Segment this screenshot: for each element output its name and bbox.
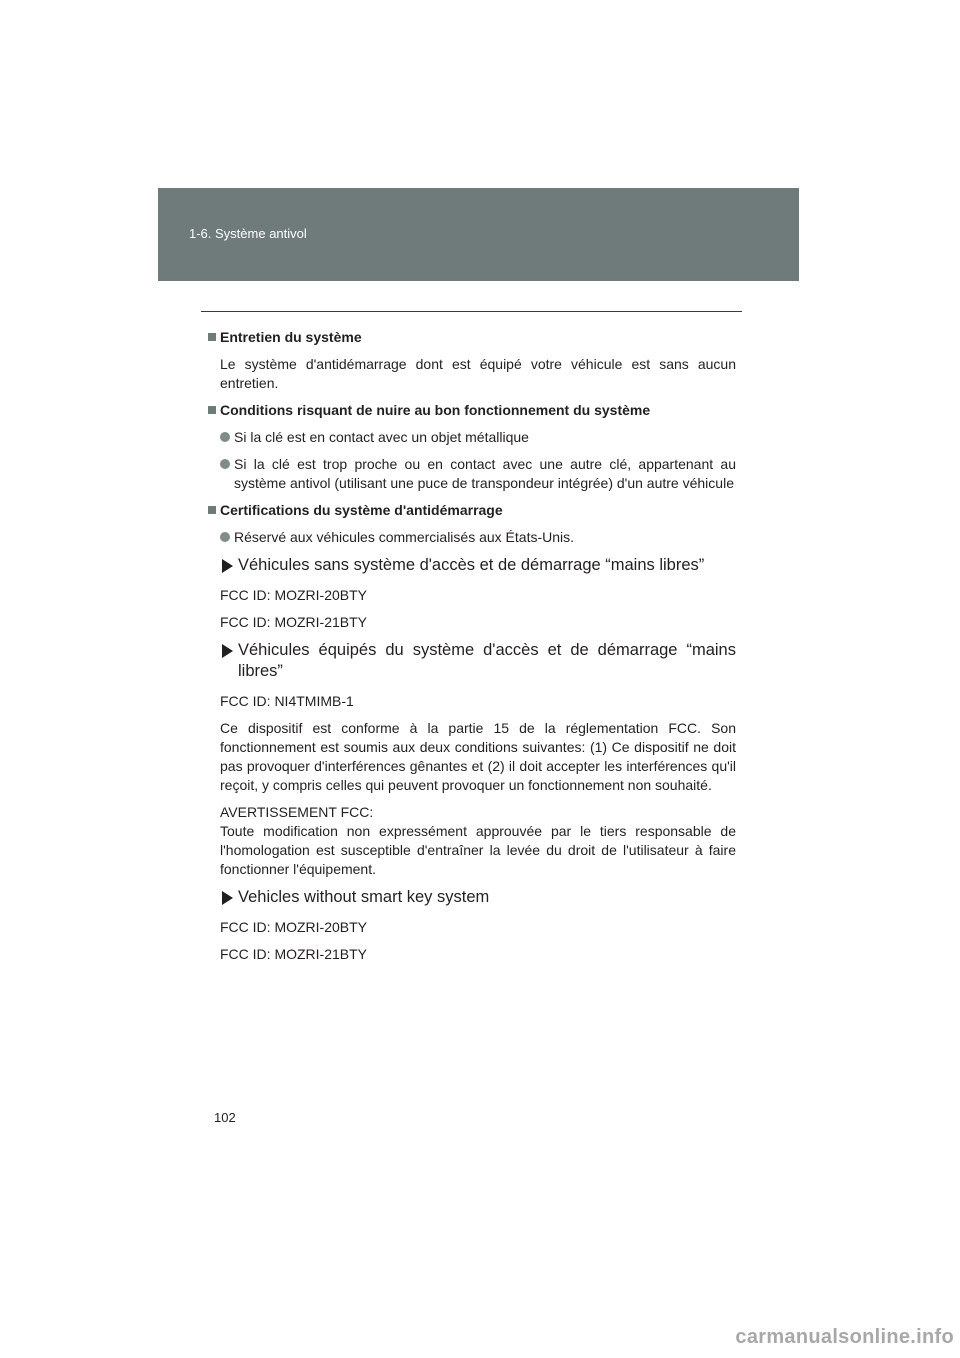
page-content <box>208 328 736 972</box>
vehicle-group-title: Véhicules équipés du système d'accès et de démarrage “mains libres” <box>220 640 736 682</box>
fcc-id: FCC ID: MOZRI-20BTY <box>220 587 368 603</box>
section-divider <box>201 311 742 312</box>
chapter-header <box>158 188 799 281</box>
circle-bullet-icon <box>220 459 230 469</box>
square-bullet-icon <box>208 406 216 414</box>
condition-bullet: Si la clé est trop proche ou en contact avec une autre clé, appartenant au système antivol (utilisant une puce de transpondeur intégrée) d'un autre véhicule <box>220 455 736 493</box>
square-bullet-icon <box>208 506 216 514</box>
chapter-title: 1-6. Système antivol <box>189 226 307 241</box>
warning-block <box>220 803 736 879</box>
section-heading-certifications: Certifications du système d'antidémarrage <box>208 501 736 520</box>
play-arrow-icon <box>222 644 233 658</box>
maintenance-text: Le système d'antidémarrage dont est équipé votre véhicule est sans aucun entretien. <box>220 356 736 391</box>
page-number: 102 <box>214 1110 236 1125</box>
vehicle-group-title: Vehicles without smart key system <box>220 887 736 908</box>
condition-bullet: Si la clé est en contact avec un objet métallique <box>220 428 736 447</box>
fcc-id: FCC ID: NI4TMIMB-1 <box>220 693 354 709</box>
fcc-id: FCC ID: MOZRI-20BTY <box>220 919 368 935</box>
play-arrow-icon <box>222 559 233 573</box>
watermark: carmanualsonline.info <box>735 1326 954 1348</box>
circle-bullet-icon <box>220 432 230 442</box>
compliance-text: Ce dispositif est conforme à la partie 15 de la réglementation FCC. Son fonctionnement est soumis aux deux conditions suivantes: (1) Ce dispositif ne doit pas provoquer d'interférences gênantes et (2) il doit accepter les interférences qu'il reçoit, y compris celles qui peuvent provoquer un fonctionnement non souhaité. <box>220 720 736 793</box>
square-bullet-icon <box>208 333 216 341</box>
certification-bullet: Réservé aux véhicules commercialisés aux États-Unis. <box>220 528 736 547</box>
fcc-id: FCC ID: MOZRI-21BTY <box>220 614 368 630</box>
fcc-id: FCC ID: MOZRI-21BTY <box>220 946 368 962</box>
section-heading-maintenance: Entretien du système <box>208 328 736 347</box>
warning-text: Toute modification non expressément approuvée par le tiers responsable de l'homologation est susceptible d'entraîner la levée du droit de l'utilisateur à faire fonctionner l'équipement. <box>220 823 736 877</box>
warning-title: AVERTISSEMENT FCC: <box>220 804 374 820</box>
section-heading-conditions: Conditions risquant de nuire au bon fonctionnement du système <box>208 401 736 420</box>
vehicle-group-title: Véhicules sans système d'accès et de démarrage “mains libres” <box>220 555 736 576</box>
play-arrow-icon <box>222 891 233 905</box>
circle-bullet-icon <box>220 532 230 542</box>
